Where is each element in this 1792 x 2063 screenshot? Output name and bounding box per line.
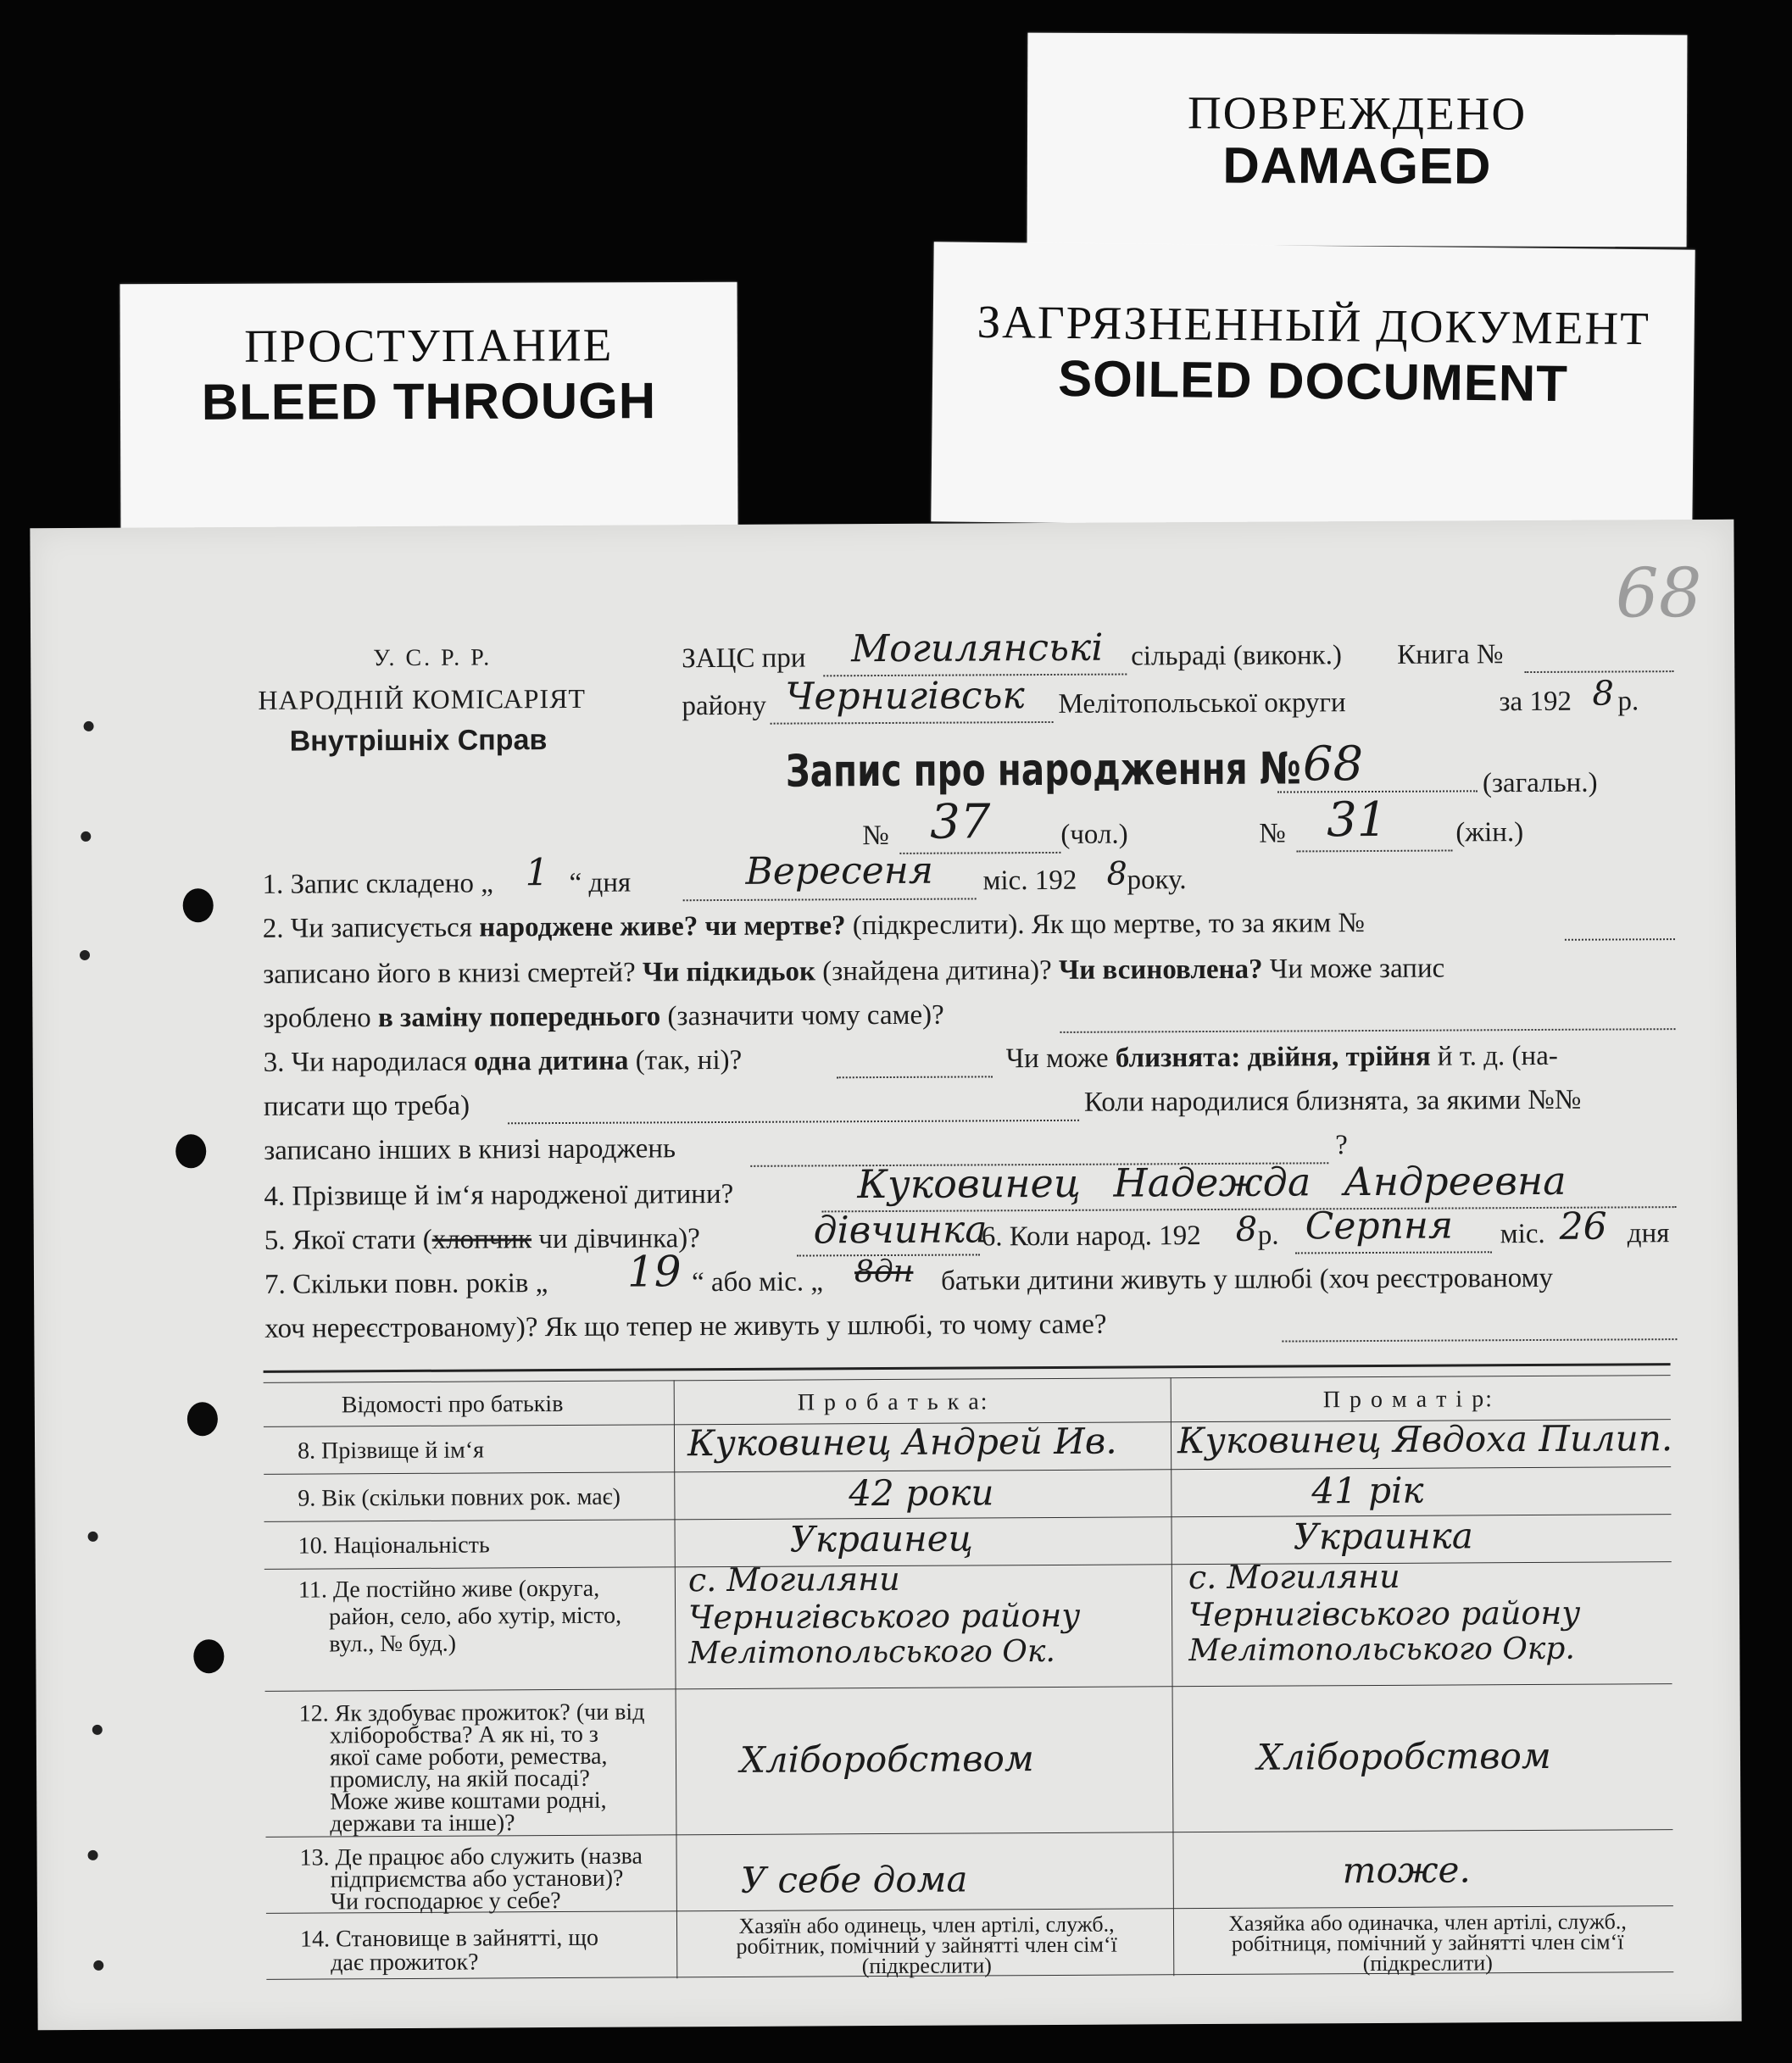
- table-rule: [264, 1561, 1672, 1570]
- q3-twins-fill-line: [508, 1120, 1079, 1125]
- row13-mother: тоже.: [1342, 1849, 1471, 1892]
- row14-father-1: Хазяїн або одинець, член артілі, служб.,: [738, 1911, 1115, 1938]
- row11-mother-1: с. Могиляни: [1188, 1557, 1400, 1597]
- soiled-label-en: SOILED DOCUMENT: [1057, 349, 1569, 413]
- zags-value: Могилянські: [851, 626, 1104, 671]
- row13-label-3: Чи господарює у себе?: [330, 1888, 561, 1916]
- q4-child-name: Куковинец Надежда Андреевна: [857, 1157, 1567, 1208]
- q1-year-suffix: року.: [1127, 865, 1187, 896]
- pin-hole: [84, 721, 94, 731]
- q3-line3-b: ?: [1335, 1130, 1348, 1161]
- bleed-through-label-ru: ПРОСТУПАНИЕ: [244, 319, 614, 372]
- pin-hole: [88, 1532, 98, 1542]
- damaged-label-en: DAMAGED: [1222, 136, 1492, 195]
- q7-label: 7. Скільки повн. років „: [264, 1268, 548, 1300]
- row12-mother: Хліборобством: [1256, 1734, 1551, 1778]
- table-header-mother: П р о м а т і р:: [1322, 1386, 1494, 1414]
- q2-line2-c: (знайдена дитина)?: [822, 954, 1052, 987]
- male-label: (чол.): [1060, 819, 1128, 850]
- row11-label-2: район, село, або хутір, місто,: [329, 1602, 622, 1631]
- male-number: 37: [930, 794, 991, 850]
- row14-father-2: робітник, помічний у зайнятті член сім‘ї: [736, 1932, 1117, 1959]
- table-column-rule: [1171, 1377, 1175, 1976]
- year-digit: 8: [1592, 674, 1614, 714]
- table-rule: [264, 1363, 1671, 1373]
- q2-line1: [263, 908, 1365, 945]
- birth-record-sheet: [30, 520, 1741, 2031]
- q2-line1-a: 2. Чи записується: [262, 912, 473, 944]
- q3-line1-e: близнята: двійня, трійня: [1115, 1041, 1431, 1074]
- q3-line1-d: Чи може: [1005, 1043, 1109, 1075]
- q3-line2-a: писати що треба): [263, 1090, 470, 1122]
- q7-line2: хоч нереєстрованому)? Як що тепер не живуть у шлюбі, то чому саме?: [264, 1309, 1107, 1344]
- row12-label-5: Може живе коштами родні,: [330, 1787, 607, 1816]
- q1-day: 1: [525, 851, 549, 895]
- row8-father: Куковинец Андрей Ив.: [687, 1420, 1117, 1465]
- q2-line3-a: зроблено: [263, 1003, 371, 1034]
- row11-father-3: Мелітопольського Ок.: [688, 1633, 1055, 1671]
- row11-mother-2: Чернигівського району: [1188, 1593, 1581, 1634]
- row11-father-1: с. Могиляни: [687, 1560, 900, 1599]
- q2-line2-b: Чи підкидьок: [642, 956, 816, 988]
- female-label: (жін.): [1455, 817, 1524, 848]
- q2-line3-b: в заміну попереднього: [377, 1001, 661, 1034]
- q6-year: 8: [1235, 1209, 1258, 1249]
- ministry-name: Внутрішніх Справ: [289, 724, 548, 758]
- q1-label: 1. Запис складено „: [262, 868, 493, 900]
- q7-months: 8дн: [854, 1254, 914, 1290]
- row9-label: 9. Вік (скільки повних рок. має): [298, 1483, 621, 1512]
- row14-mother-1: Хазяйка або одиначка, член артілі, служб.,: [1228, 1909, 1627, 1936]
- table-column-rule: [674, 1380, 678, 1978]
- q2-line3-c: (зазначити чому саме)?: [667, 999, 944, 1032]
- district-fill-line: [771, 721, 1054, 725]
- row10-mother: Украинка: [1293, 1515, 1473, 1558]
- book-fill-line: [1524, 670, 1673, 673]
- q2-line2: [263, 954, 1444, 991]
- state-name: У. С. Р. Р.: [373, 644, 493, 672]
- row11-label-1: 11. Де постійно живе (округа,: [298, 1575, 600, 1604]
- q2-line2-e: Чи може запис: [1269, 953, 1445, 985]
- district-value: Чернигівськ: [785, 674, 1025, 719]
- damaged-label-ru: ПОВРЕЖДЕНО: [1187, 86, 1528, 140]
- bleed-through-label-en: BLEED THROUGH: [201, 372, 657, 431]
- book-label: Книга №: [1397, 639, 1504, 670]
- row14-label-1: 14. Становище в зайнятті, що: [300, 1924, 599, 1953]
- row13-label-1: 13. Де працює або служить (назва: [299, 1843, 643, 1871]
- q2-reason-fill-line: [1060, 1028, 1675, 1033]
- table-rule: [264, 1375, 1671, 1383]
- commissariat-name: НАРОДНІЙ КОМІСАРІЯТ: [258, 682, 587, 715]
- council-label: сільраді (виконк.): [1131, 640, 1342, 672]
- row13-label-2: підприємства або установи)?: [330, 1865, 624, 1893]
- row12-father: Хліборобством: [739, 1738, 1034, 1781]
- q3-line3-a: записано інших в книзі народжень: [264, 1133, 676, 1166]
- q7-line1-rest: батьки дитини живуть у шлюбі (хоч реєстрованому: [940, 1262, 1554, 1297]
- table-header-info: Відомості про батьків: [341, 1390, 564, 1419]
- row14-label-2: дає прожиток?: [331, 1949, 479, 1977]
- q6-month-fill-line: [1295, 1251, 1492, 1254]
- q6-label: 6. Коли народ. 192: [981, 1221, 1201, 1253]
- q5-struck-option: хлопчик: [431, 1224, 532, 1255]
- soiled-label-card: [931, 242, 1695, 529]
- q5-sex-value: дівчинка: [813, 1208, 988, 1253]
- female-number: 31: [1327, 792, 1388, 848]
- parents-table: [264, 1363, 1674, 1981]
- row8-label: 8. Прізвище й ім‘я: [297, 1437, 485, 1465]
- q3-line1-c: (так, ні)?: [635, 1044, 743, 1076]
- row14-mother-2: робітниця, помічний у зайнятті член сім‘ї: [1231, 1929, 1624, 1956]
- year-prefix: за 192: [1499, 686, 1572, 718]
- record-title: Запис про народження №: [785, 743, 1301, 798]
- row12-label-4: промислу, на якій посаді?: [330, 1765, 590, 1793]
- punch-hole: [187, 1402, 218, 1436]
- record-general-label: (загальн.): [1482, 767, 1598, 799]
- q6-month-label: міс.: [1500, 1218, 1545, 1250]
- row13-father: У себе дома: [740, 1858, 968, 1901]
- q6-day: 26: [1559, 1204, 1607, 1248]
- okrug-label: Мелітопольської округи: [1058, 687, 1346, 720]
- q3-line1-b: одна дитина: [473, 1045, 629, 1077]
- pin-hole: [80, 950, 90, 960]
- row10-label: 10. Національність: [298, 1532, 490, 1560]
- district-prefix: району: [682, 690, 767, 722]
- q6-month: Серпня: [1305, 1204, 1454, 1248]
- q6-year-suffix: р.: [1257, 1220, 1279, 1251]
- pin-hole: [93, 1960, 103, 1971]
- q1-year-prefix: міс. 192: [982, 865, 1077, 897]
- year-suffix: р.: [1617, 686, 1639, 717]
- pin-hole: [81, 831, 91, 842]
- female-number-fill-line: [1296, 849, 1452, 852]
- row14-father-3: (підкреслити): [861, 1953, 992, 1979]
- row9-mother: 41 рік: [1311, 1469, 1424, 1512]
- q1-month: Вересеня: [745, 848, 934, 893]
- row12-label-2: хліборобства? А як ні, то з: [329, 1721, 598, 1749]
- q2-line1-b: народжене живе? чи мертве?: [479, 910, 846, 943]
- zags-prefix: ЗАЦС при: [682, 642, 806, 675]
- q3-line1: [264, 1045, 743, 1079]
- pin-hole: [92, 1725, 103, 1735]
- q3-single-fill-line: [837, 1076, 993, 1078]
- q2-line3: [263, 1000, 944, 1035]
- q2-line2-a: записано його в книзі смертей?: [263, 957, 636, 990]
- q2-line2-d: Чи всиновлена?: [1058, 954, 1263, 986]
- q3-line2-b: Коли народилися близнята, за якими №№: [1083, 1084, 1582, 1118]
- q1-month-fill-line: [683, 898, 977, 901]
- q3-line1-f: й т. д. (на-: [1437, 1040, 1558, 1072]
- archive-page-number: 68: [1615, 553, 1702, 633]
- row12-label-3: якої саме роботи, ремества,: [329, 1743, 608, 1771]
- male-number-label: №: [862, 820, 889, 852]
- soiled-label-ru: ЗАГРЯЗНЕННЫЙ ДОКУМЕНТ: [977, 295, 1651, 355]
- q6-day-label: дня: [1627, 1218, 1670, 1249]
- damaged-label-card: [1027, 33, 1688, 247]
- row11-mother-3: Мелітопольського Окр.: [1188, 1631, 1575, 1669]
- q7-reason-fill-line: [1282, 1338, 1677, 1342]
- female-number-label: №: [1259, 818, 1286, 849]
- row8-mother: Куковинец Явдоха Пилип.: [1177, 1417, 1673, 1462]
- q7-months-label: “ або міс. „: [691, 1266, 824, 1298]
- q4-label: 4. Прізвище й ім‘я народженої дитини?: [264, 1178, 734, 1212]
- punch-hole: [175, 1134, 206, 1168]
- q5-label-b: чи дівчинка)?: [538, 1223, 700, 1255]
- pin-hole: [88, 1850, 98, 1860]
- row14-mother-3: (підкреслити): [1362, 1950, 1493, 1977]
- q7-years: 19: [626, 1247, 682, 1297]
- row11-label-3: вул., № буд.): [329, 1630, 457, 1658]
- table-header-father: П р о б а т ь к а:: [797, 1388, 989, 1416]
- bleed-through-label-card: [120, 282, 737, 531]
- q2-number-fill-line: [1565, 938, 1675, 941]
- row12-label-1: 12. Як здобуває прожиток? (чи від: [298, 1699, 645, 1727]
- row12-label-6: держави та інше)?: [330, 1810, 515, 1838]
- punch-hole: [183, 888, 214, 922]
- punch-hole: [193, 1639, 224, 1673]
- q1-day-suffix: “ дня: [569, 867, 632, 898]
- row11-father-2: Чернигівського району: [687, 1596, 1081, 1637]
- q3-line1-a: 3. Чи народилася: [263, 1046, 467, 1078]
- q1-year: 8: [1106, 854, 1127, 892]
- table-rule: [265, 1683, 1672, 1692]
- row9-father: 42 роки: [849, 1471, 994, 1515]
- q2-line1-c: (підкреслити). Як що мертве, то за яким №: [852, 908, 1366, 942]
- q5-label-a: 5. Якої стати (: [264, 1224, 432, 1256]
- record-number: 68: [1302, 737, 1364, 792]
- q3-line1-right: [1006, 1041, 1558, 1075]
- row10-father: Украинец: [789, 1517, 973, 1560]
